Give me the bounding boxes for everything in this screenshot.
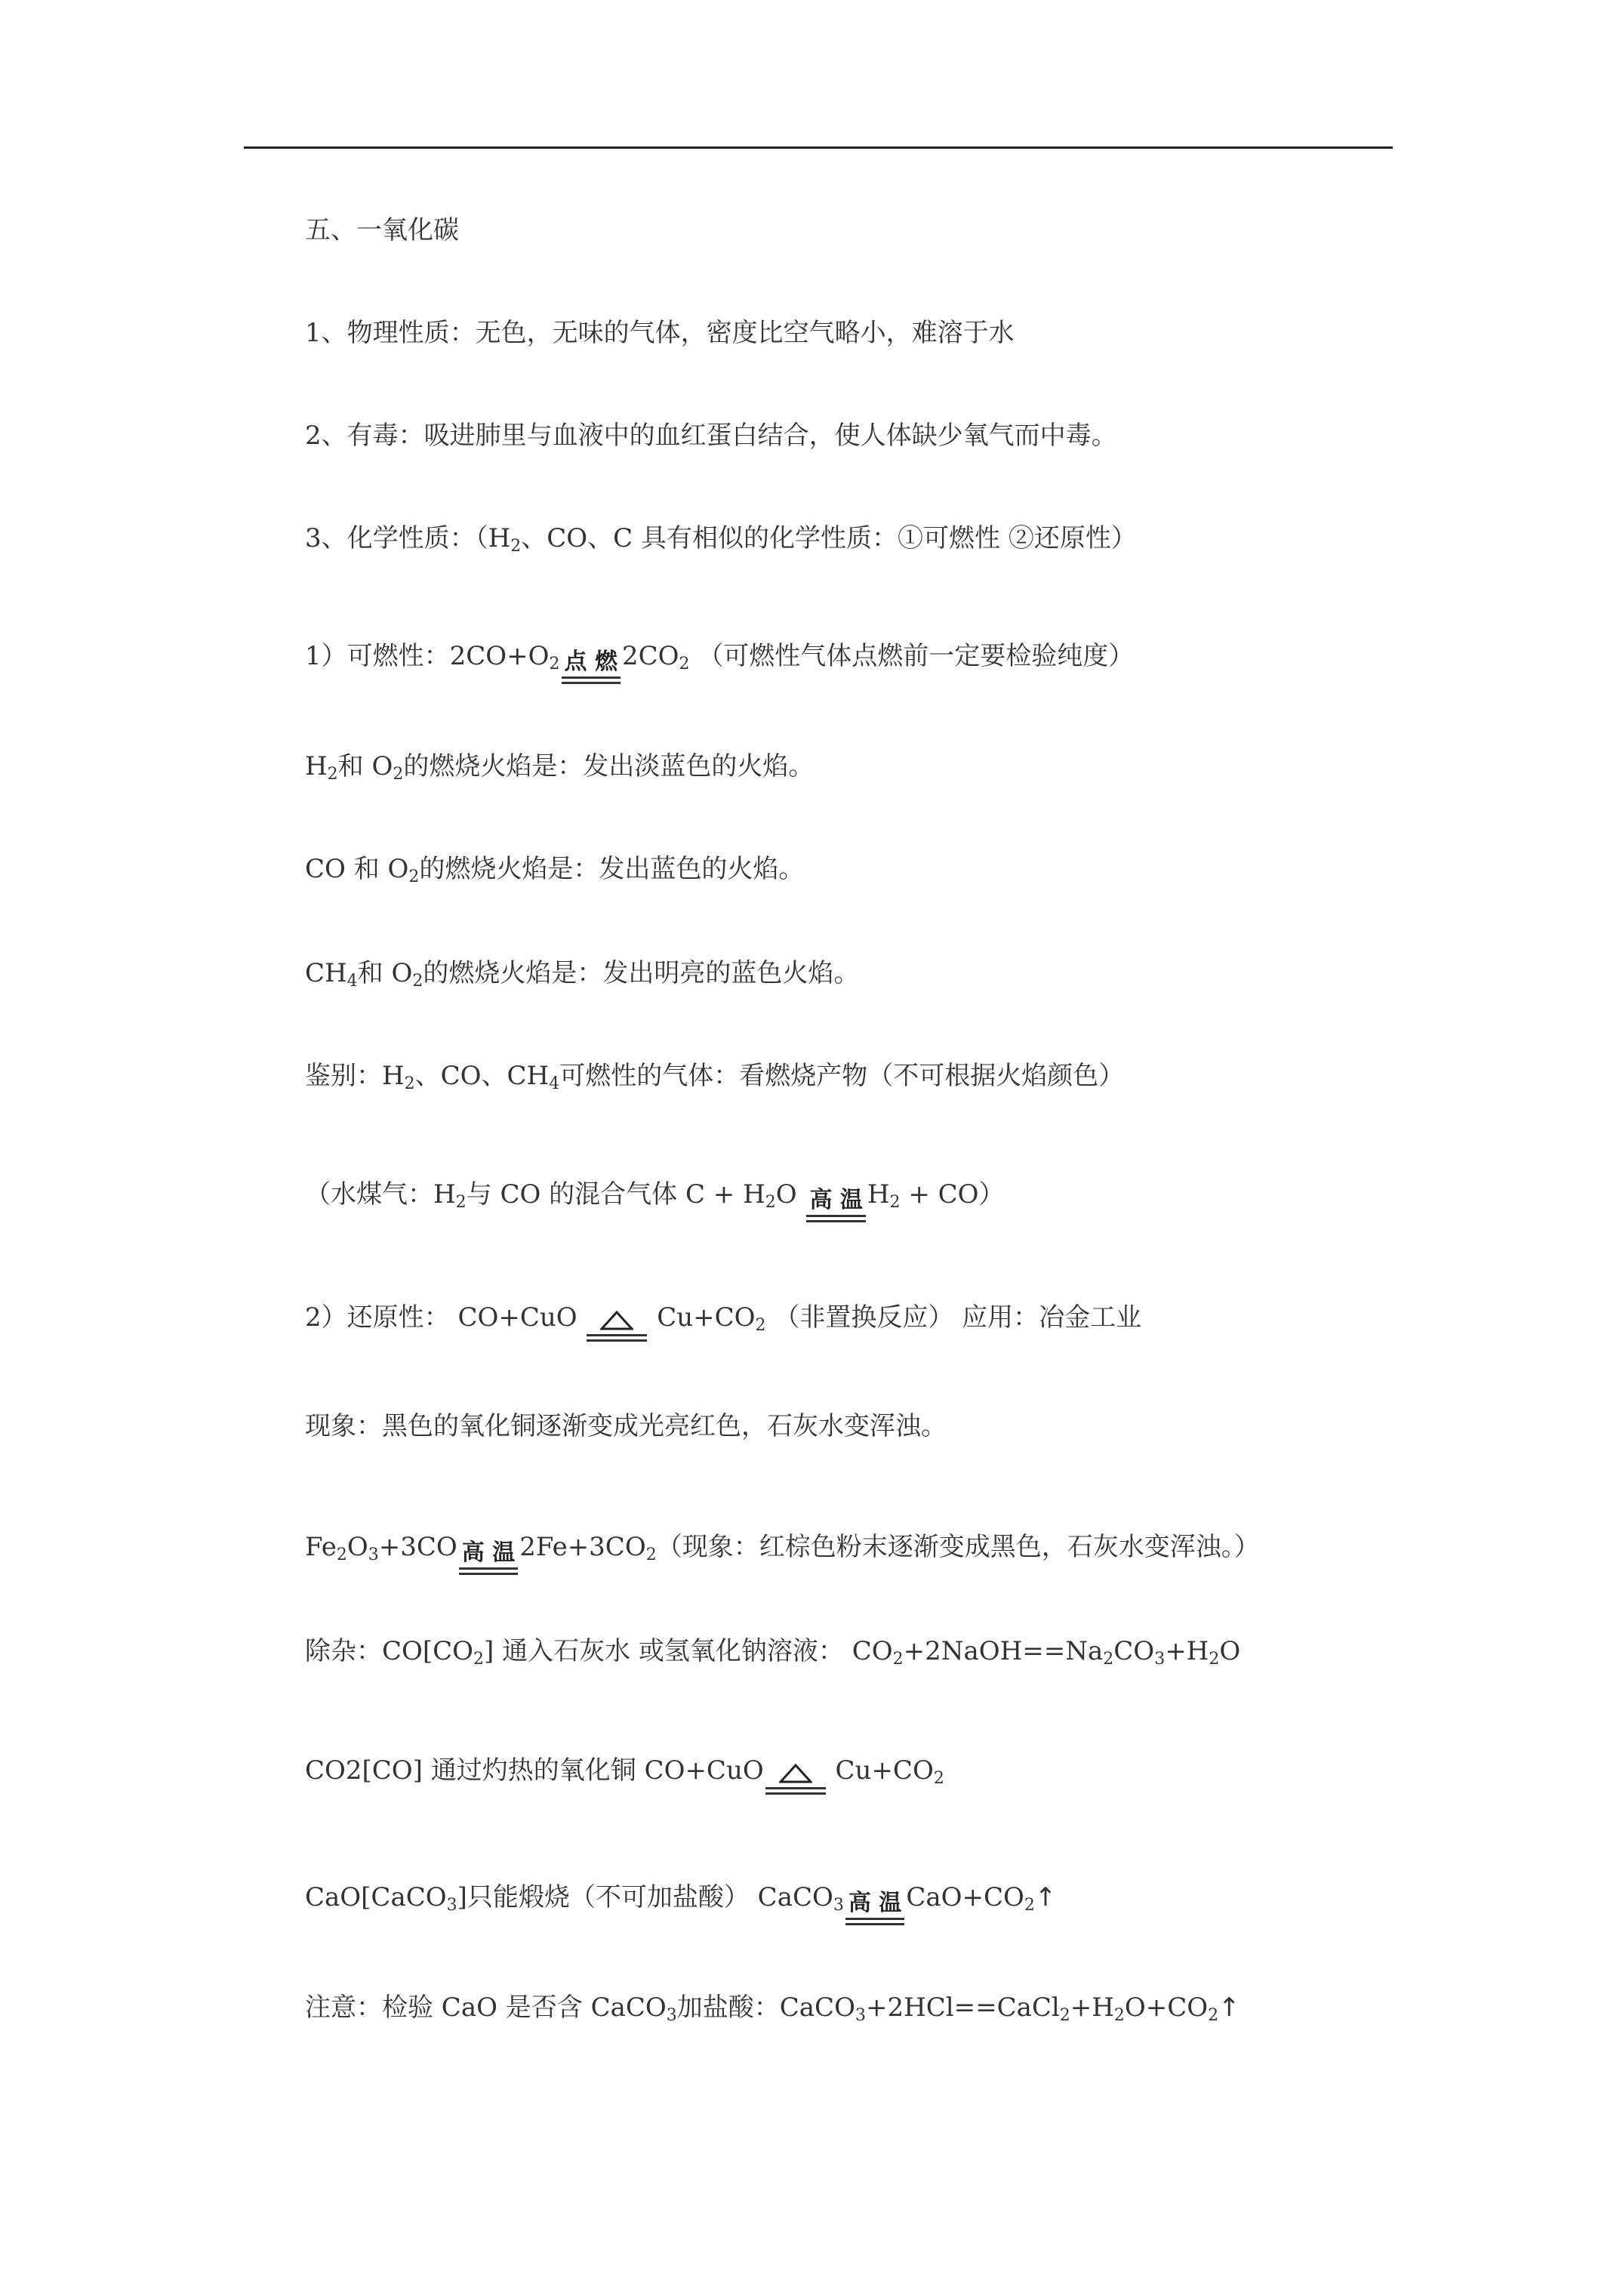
physical-properties-line: 1、物理性质：无色，无味的气体，密度比空气略小，难溶于水 <box>305 318 1015 348</box>
condition-ignite: 点 燃 <box>562 651 621 684</box>
co-flame-line: CO 和 $O_2$的燃烧火焰是：发出蓝色的火焰。 <box>305 854 805 886</box>
condition-high-temp: 高 温 <box>845 1892 904 1925</box>
condition-heat <box>587 1311 647 1342</box>
phenomenon-line: 现象：黑色的氧化铜逐渐变成光亮红色，石灰水变浑浊。 <box>305 1411 947 1441</box>
co2-purification-line: CO2[CO] 通过灼热的氧化铜 CO+CuO $Cu+CO_2$ <box>305 1758 944 1795</box>
impurity-removal-line: 除杂：$CO[CO_2]$ 通入石灰水 或氢氧化钠溶液： $CO_2+2NaOH==Na_2CO_3+H_2O$ <box>305 1636 1241 1669</box>
heat-triangle-icon <box>779 1764 812 1783</box>
toxicity-line: 2、有毒：吸进肺里与血液中的血红蛋白结合，使人体缺少氧气而中毒。 <box>305 421 1117 451</box>
note-line: 注意：检验 CaO 是否含 CaCO$_3$加盐酸：$CaCO_3+2HCl==CaCl_2+H_2O+CO_2↑$ <box>305 1992 1240 2025</box>
condition-heat <box>765 1764 826 1795</box>
iron-oxide-equation: $Fe_2O_3+3CO$ 高 温 $2Fe+3CO_2$（现象：红棕色粉末逐渐变成黑色，石灰水变浑浊。） <box>305 1534 1260 1575</box>
combustibility-equation: 1）可燃性：$2CO+O_2$ 点 燃 $2CO_2$ （可燃性气体点燃前一定要检验纯度） <box>305 643 1134 684</box>
reducibility-equation: 2）还原性： CO+CuO $Cu+CO_2$ （非置换反应） 应用：冶金工业 <box>305 1305 1141 1342</box>
heat-triangle-icon <box>600 1311 633 1330</box>
identification-line: 鉴别：$H_2$、CO、$CH_4$可燃性的气体：看燃烧产物（不可根据火焰颜色） <box>305 1061 1125 1093</box>
ch4-flame-line: $CH_4$和 $O_2$的燃烧火焰是：发出明亮的蓝色火焰。 <box>305 958 860 991</box>
condition-high-temp: 高 温 <box>459 1542 518 1575</box>
chemical-properties-line: 3、化学性质：（$H_2$、CO、C 具有相似的化学性质：①可燃性 ②还原性） <box>305 523 1137 556</box>
section-title: 五、一氧化碳 <box>305 215 459 245</box>
calcination-line: CaO[CaCO$_3$]只能煅烧（不可加盐酸） CaCO$_3$ 高 温 $CaO+CO_2↑$ <box>305 1885 1056 1925</box>
h2-flame-line: $H_2$和 $O_2$的燃烧火焰是：发出淡蓝色的火焰。 <box>305 751 815 784</box>
water-gas-line: （水煤气：$H_2$与 CO 的混合气体 $C + H_2O$ 高 温 $H_2 + CO$） <box>305 1182 1005 1222</box>
condition-high-temp: 高 温 <box>806 1189 865 1222</box>
header-rule <box>244 146 1393 149</box>
